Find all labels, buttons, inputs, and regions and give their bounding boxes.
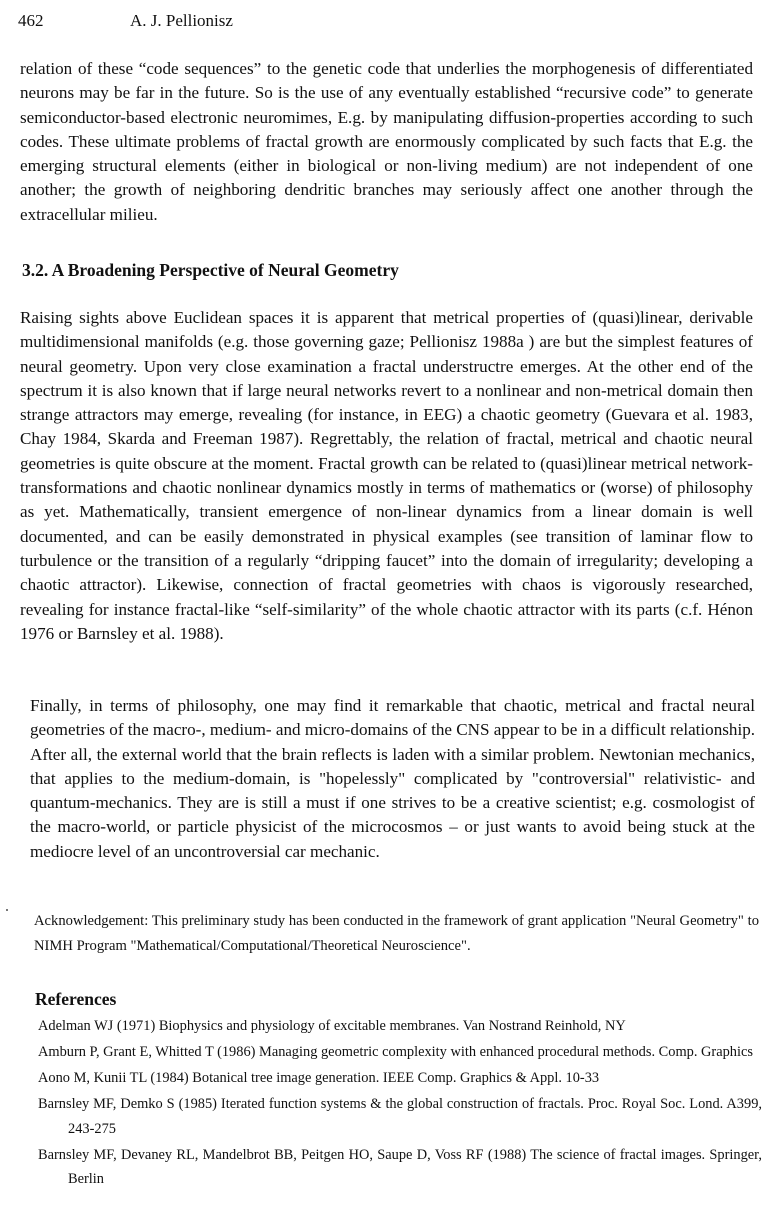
references-list [38,1014,762,1193]
section-heading: 3.2. A Broadening Perspective of Neural Geometry [22,260,399,280]
reference-item: Amburn P, Grant E, Whitted T (1986) Managing geometric complexity with enhanced procedural methods. Comp. Graphics [38,1044,753,1061]
running-head [18,10,233,32]
body-paragraph-3: Finally, in terms of philosophy, one may find it remarkable that chaotic, metrical and fractal neural geometries of the macro-, medium- and micro-domains of the CNS appear to be in a difficult relationship. After all, the external world that the brain reflects is laden with a similar problem. Newtonian mechanics, that applies to the medium-domain, is "hopelessly" complicated by "controversial" relativistic- and quantum-mechanics. They are is still a must if one strives to be a creative scientist; e.g. cosmologist of the macro-world, or particle physicist of the microcosmos – or just wants to avoid being stuck at the mediocre level of an uncontroversial car mechanic. [30,696,756,861]
reference-item: Barnsley MF, Demko S (1985) Iterated function systems & the global construction of fractals. Proc. Royal Soc. Lond. A399, 243-275 [38,1096,762,1137]
body-paragraph-2: Raising sights above Euclidean spaces it is apparent that metrical properties of (quasi)linear, derivable multidimensional manifolds (e.g. those governing gaze; Pellionisz 1988a ) are but the simplest features of neural geometry. Upon very close examination a fractal understructre emerges. At the other end of the spectrum it is also known that if large neural networks revert to a nonlinear and non-metrical domain then strange attractors may emerge, revealing (for instance, in EEG) a chaotic geometry (Guevara et al. 1983, Chay 1984, Skarda and Freeman 1987). Regrettably, the relation of fractal, metrical and chaotic neural geometries is quite obscure at the moment. Fractal growth can be related to (quasi)linear metrical network-transformations and chaotic nonlinear dynamics mostly in terms of mathematics or (worse) of philosophy as yet. Mathematically, transient emergence of non-linear dynamics from a linear domain is well documented, and can be easily demonstrated in physical examples (see transition of laminar flow to turbulence or the transition of a regularly “dripping faucet” into the domain of irregularity; developing a chaotic attractor). Likewise, connection of fractal geometries with chaos is vigorously researched, revealing for instance fractal-like “self-similarity” of the whole chaotic attractor with its parts (c.f. Hénon 1976 or Barnsley et al. 1988). [20,308,753,643]
margin-speck [6,909,8,911]
reference-item: Adelman WJ (1971) Biophysics and physiology of excitable membranes. Van Nostrand Reinhold, NY [38,1018,626,1034]
running-head-author: A. J. Pellionisz [130,11,233,30]
references-heading: References [35,989,117,1009]
page-number: 462 [18,11,44,30]
body-paragraph-1: relation of these “code sequences” to the genetic code that underlies the morphogenesis of differentiated neurons may be far in the future. So is the use of any eventually established “recursive code” to generate semiconductor-based electronic neuromimes, E.g. by manipulating diffusion-properties according to such codes. These ultimate problems of fractal growth are enormously complicated by such facts that E.g. the emerging structural elements (either in biological or non-living medium) are not independent of one another; the growth of neighboring dendritic branches may seriously affect one another through the extracellular milieu. [20,59,753,224]
reference-item: Barnsley MF, Devaney RL, Mandelbrot BB, Peitgen HO, Saupe D, Voss RF (1988) The science of fractal images. Springer, Berlin [38,1146,762,1187]
reference-item: Aono M, Kunii TL (1984) Botanical tree image generation. IEEE Comp. Graphics & Appl. 10-33 [38,1070,600,1087]
acknowledgement: Acknowledgement: This preliminary study has been conducted in the framework of grant application "Neural Geometry" to NIMH Program "Mathematical/Computational/Theoretical Neuroscience". [34,913,759,954]
